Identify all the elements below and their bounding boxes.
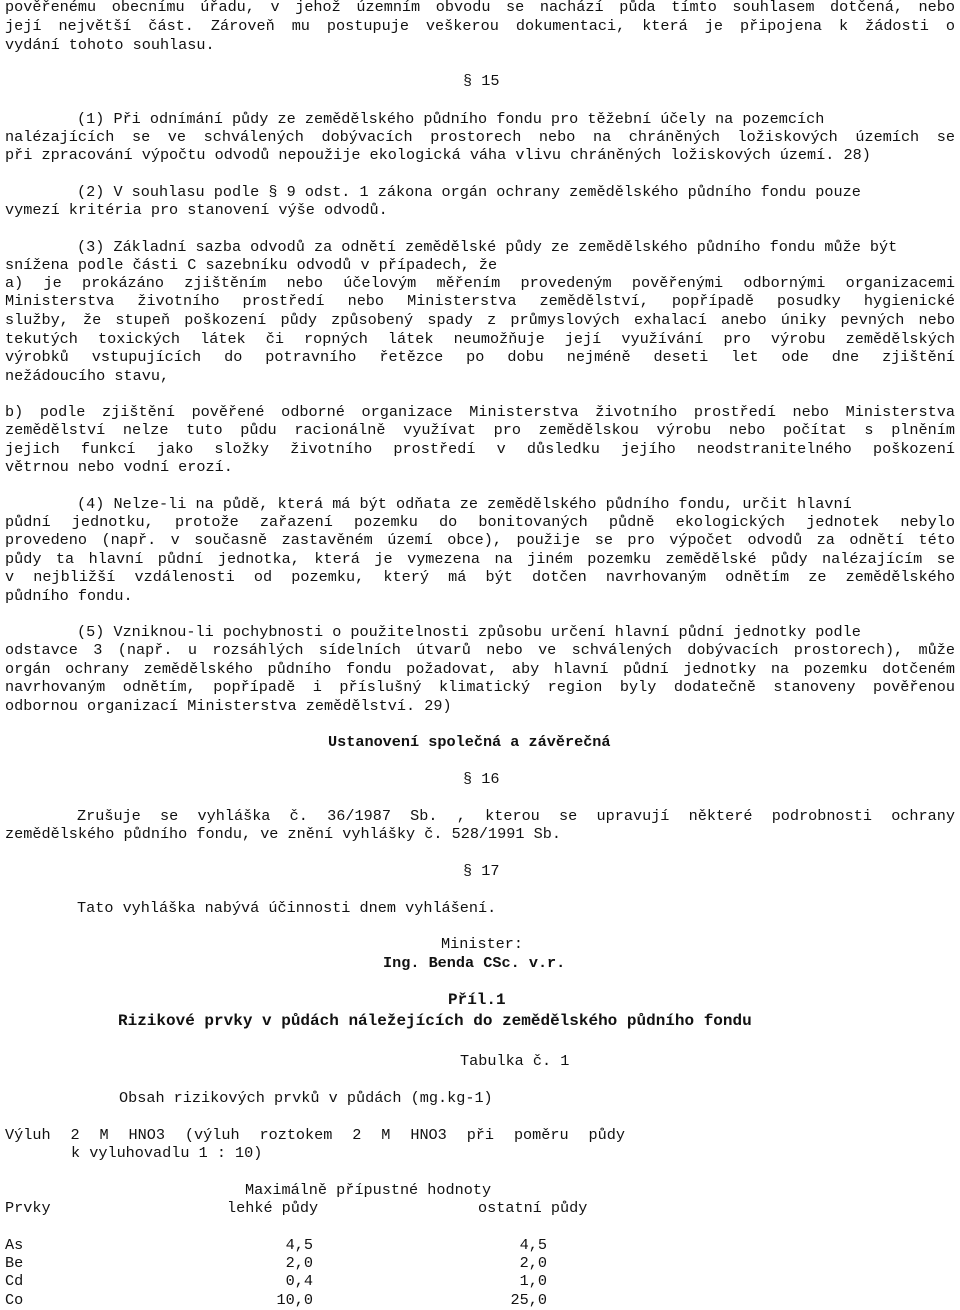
paragraph-5-line-2: odstavce 3 (např. u rozsáhlých sídelních útvarů nebo ve schválených dobývacích prostorech), může [5,641,955,659]
intro-line-2: její největší část. Zároveň mu postupuje veškerou dokumentaci, která je připojena k žádosti o [5,17,955,35]
annex-label: Příl.1 [448,991,506,1009]
paragraph-1-line-3: při zpracování výpočtu odvodů nepoužije ekologická váha vlivu chráněných ložiskových území. 28) [5,146,871,164]
row-light-value: 2,0 [285,1254,313,1272]
paragraph-3-line-4: Ministerstva životního prostředí nebo Ministerstva zemědělství, popřípadě posudky hygienické [5,292,955,310]
section-17-heading: § 17 [463,862,500,880]
paragraph-1-line-2: nalézajících se ve schválených dobývacích prostorech nebo na chráněných ložiskových územích se [5,128,955,146]
minister-label: Minister: [441,935,524,953]
paragraph-3-line-5: služby, že stupeň poškození půdy způsobený spady z průmyslových exhalací anebo úniky pevných nebo [5,311,955,329]
paragraph-4-line-2: půdní jednotku, protože zařazení pozemku do bonitovaných půdně ekologických jednotek nebylo [5,513,955,531]
paragraph-4-line-1: (4) Nelze-li na půdě, která má být odňata ze zemědělského půdního fondu, určit hlavní [77,495,852,513]
paragraph-3-line-1: (3) Základní sazba odvodů za odnětí zemědělské půdy ze zemědělského půdního fondu může být [77,238,898,256]
row-element: Be [5,1254,24,1272]
paragraph-4-line-6: půdního fondu. [5,587,133,605]
row-light-value: 10,0 [276,1291,313,1309]
final-provisions-heading: Ustanovení společná a závěrečná [328,733,611,751]
content-label: Obsah rizikových prvků v půdách (mg.kg-1) [119,1089,493,1107]
intro-line-1: pověřenému obecnímu úřadu, v jehož územním obvodu se nachází půda tímto souhlasem dotčená, nebo [5,0,955,16]
row-other-value: 1,0 [519,1272,547,1290]
column-header-light-soils: lehké půdy [227,1199,319,1217]
paragraph-3b-line-1: b) podle zjištění pověřené odborné organizace Ministerstva životního prostředí nebo Ministerstva [5,403,955,421]
paragraph-4-line-3: provedeno (např. v současně zastavěném území obce), použije se pro výpočet odvodů za odnětí této [5,531,955,549]
row-element: Co [5,1291,24,1309]
section-16-line-1: Zrušuje se vyhláška č. 36/1987 Sb. , kterou se upravují některé podrobnosti ochrany [77,807,955,825]
row-element: Cd [5,1272,24,1290]
paragraph-5-line-3: orgán ochrany zemědělského půdního fondu požadovat, aby hlavní půdní jednotky na pozemku dotčeném [5,660,955,678]
paragraph-3b-line-3: jejich funkcí jako složky životního prostředí v důsledku jejího neodstranitelného poškození [5,440,955,458]
extract-line-2: k vyluhovadlu 1 : 10) [71,1144,263,1162]
section-16-line-2: zemědělského půdního fondu, ve znění vyhlášky č. 528/1991 Sb. [5,825,561,843]
paragraph-3-line-2: snížena podle části C sazebníku odvodů v případech, že [5,256,498,274]
paragraph-3-line-7: výrobků vstupujících do potravního řetězce po dobu nejméně deseti let ode dne zjištění [5,348,955,366]
row-element: As [5,1236,24,1254]
row-light-value: 4,5 [285,1236,313,1254]
column-header-other-soils: ostatní půdy [478,1199,588,1217]
row-other-value: 25,0 [510,1291,547,1309]
annex-title: Rizikové prvky v půdách náležejících do zemědělského půdního fondu [118,1012,752,1030]
column-header-elements: Prvky [5,1199,51,1217]
paragraph-5-line-1: (5) Vzniknou-li pochybnosti o použitelnosti způsobu určení hlavní půdní jednotky podle [77,623,861,641]
max-values-header: Maximálně přípustné hodnoty [245,1181,492,1199]
paragraph-3b-line-4: větrnou nebo vodní erozí. [5,458,233,476]
section-15-heading: § 15 [463,72,500,90]
paragraph-1-line-1: (1) Při odnímání půdy ze zemědělského půdního fondu pro těžební účely na pozemcích [77,110,825,128]
paragraph-3b-line-2: zemědělství nelze tuto půdu racionálně využívat pro zemědělskou výrobu nebo počítat s plněním [5,421,955,439]
table-label: Tabulka č. 1 [460,1052,570,1070]
row-other-value: 4,5 [519,1236,547,1254]
paragraph-5-line-5: odbornou organizací Ministerstva zemědělství. 29) [5,697,452,715]
section-17-text: Tato vyhláška nabývá účinnosti dnem vyhlášení. [77,899,497,917]
paragraph-3-line-6: tekutých toxických látek či ropných látek neumožňuje její využívání pro výrobu zemědělských [5,330,955,348]
paragraph-3-line-8: nežádoucího stavu, [5,367,170,385]
paragraph-4-line-5: v nejbližší vzdálenosti od pozemku, který má být dotčen navrhovaným odnětím ze zemědělského [5,568,955,586]
row-other-value: 2,0 [519,1254,547,1272]
section-16-heading: § 16 [463,770,500,788]
intro-line-3: vydání tohoto souhlasu. [5,36,215,54]
minister-name: Ing. Benda CSc. v.r. [383,954,566,972]
row-light-value: 0,4 [285,1272,313,1290]
paragraph-3-line-3: a) je prokázáno zjištěním nebo účelovým měřením provedeným pověřenými odbornými organizacemi [5,274,955,292]
extract-line-1: Výluh 2 M HNO3 (výluh roztokem 2 M HNO3 při poměru půdy [5,1126,625,1144]
paragraph-4-line-4: půdy ta hlavní půdní jednotka, která je vymezena na jiném pozemku zemědělské půdy nalézajícím se [5,550,955,568]
paragraph-2-line-1: (2) V souhlasu podle § 9 odst. 1 zákona orgán ochrany zemědělského půdního fondu pouze [77,183,861,201]
paragraph-5-line-4: navrhovaným odnětím, popřípadě i příslušný klimatický region byly dodatečně stanoveny pověřenou [5,678,955,696]
paragraph-2-line-2: vymezí kritéria pro stanovení výše odvodů. [5,201,388,219]
